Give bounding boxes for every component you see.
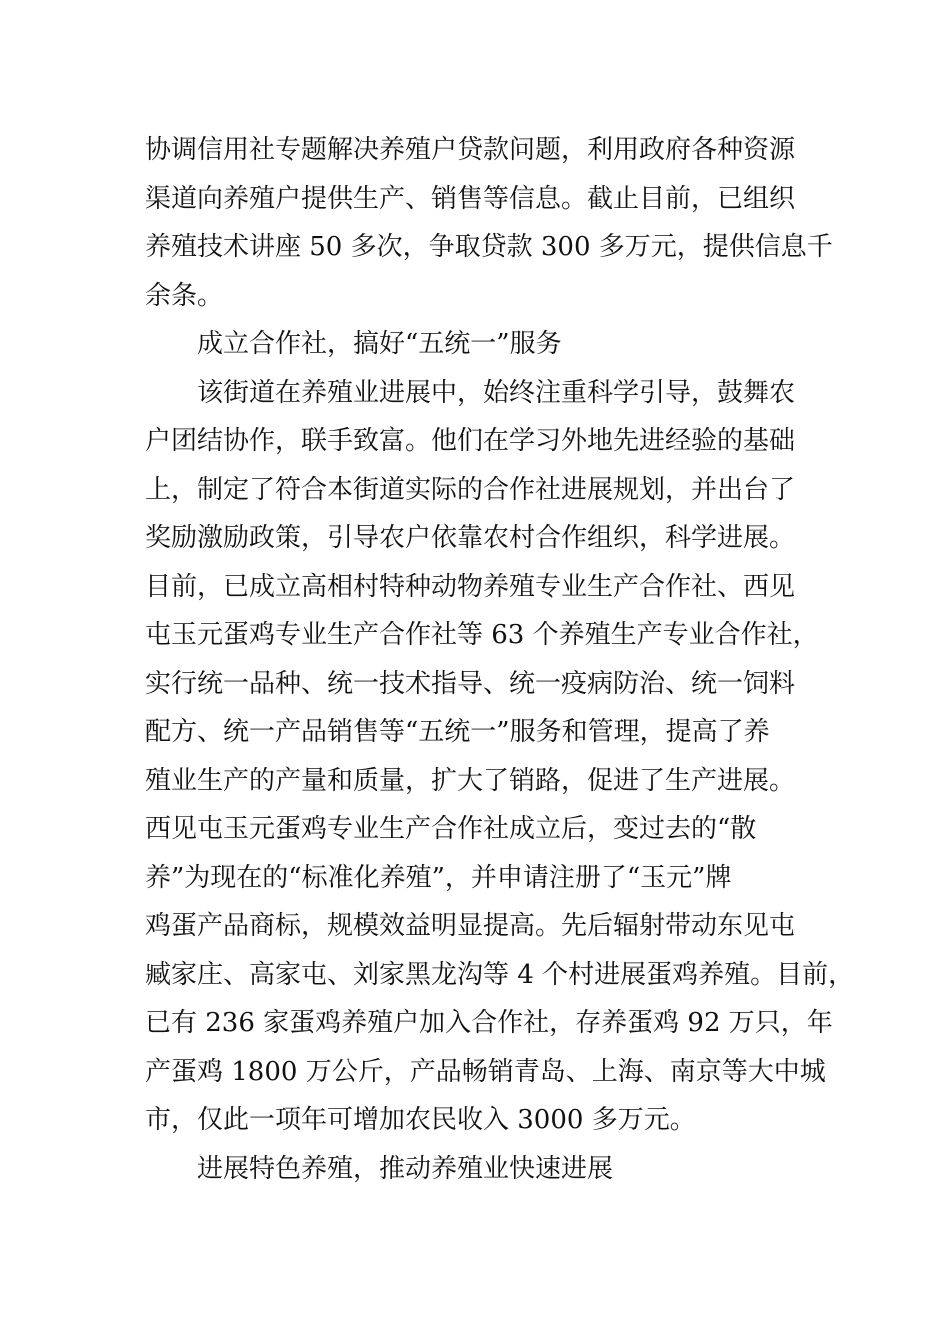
text-line: 臧家庄、高家屯、刘家黑龙沟等 4 个村进展蛋鸡养殖。目前， <box>145 959 855 990</box>
section-heading: 成立合作社，搞好“五统一”服务 <box>197 329 562 359</box>
text-line: 余条。 <box>145 280 224 311</box>
text-line: 产蛋鸡 1800 万公斤，产品畅销青岛、上海、南京等大中城 <box>145 1056 826 1087</box>
text-line: 该街道在养殖业进展中，始终注重科学引导，鼓舞农 <box>197 377 796 408</box>
text-line: 目前，已成立高相村特种动物养殖专业生产合作社、西见 <box>145 571 796 602</box>
text-line: 西见屯玉元蛋鸡专业生产合作社成立后，变过去的“散 <box>145 814 757 844</box>
text-line: 鸡蛋产品商标，规模效益明显提高。先后辐射带动东见屯 <box>145 911 796 941</box>
section-heading: 进展特色养殖，推动养殖业快速进展 <box>197 1153 614 1184</box>
text-line: 协调信用社专题解决养殖户贷款问题，利用政府各种资源 <box>145 135 796 165</box>
paragraph-loans-info <box>145 126 833 320</box>
text-line: 殖业生产的产量和质量，扩大了销路，促进了生产进展。 <box>145 765 796 796</box>
paragraph-cooperatives <box>145 369 855 1145</box>
text-line: 奖励激励政策，引导农户依靠农村合作组织，科学进展。 <box>145 523 796 553</box>
text-line: 渠道向养殖户提供生产、销售等信息。截止目前，已组织 <box>145 183 796 214</box>
text-line: 配方、统一产品销售等“五统一”服务和管理，提高了养 <box>145 717 770 747</box>
section-heading-specialty <box>145 1145 815 1194</box>
text-line: 养”为现在的“标准化养殖”，并申请注册了“玉元”牌 <box>145 862 732 893</box>
text-line: 上，制定了符合本街道实际的合作社进展规划，并出台了 <box>145 474 796 505</box>
section-heading-cooperatives <box>145 320 815 369</box>
text-line: 养殖技术讲座 50 多次，争取贷款 300 多万元，提供信息千 <box>145 232 833 262</box>
text-line: 已有 236 家蛋鸡养殖户加入合作社，存养蛋鸡 92 万只，年 <box>145 1008 833 1038</box>
document-body <box>145 126 855 1193</box>
text-line: 户团结协作，联手致富。他们在学习外地先进经验的基础 <box>145 426 796 456</box>
text-line: 实行统一品种、统一技术指导、统一疫病防治、统一饲料 <box>145 668 796 699</box>
text-line: 屯玉元蛋鸡专业生产合作社等 63 个养殖生产专业合作社， <box>145 620 819 650</box>
text-line: 市，仅此一项年可增加农民收入 3000 多万元。 <box>145 1105 696 1135</box>
